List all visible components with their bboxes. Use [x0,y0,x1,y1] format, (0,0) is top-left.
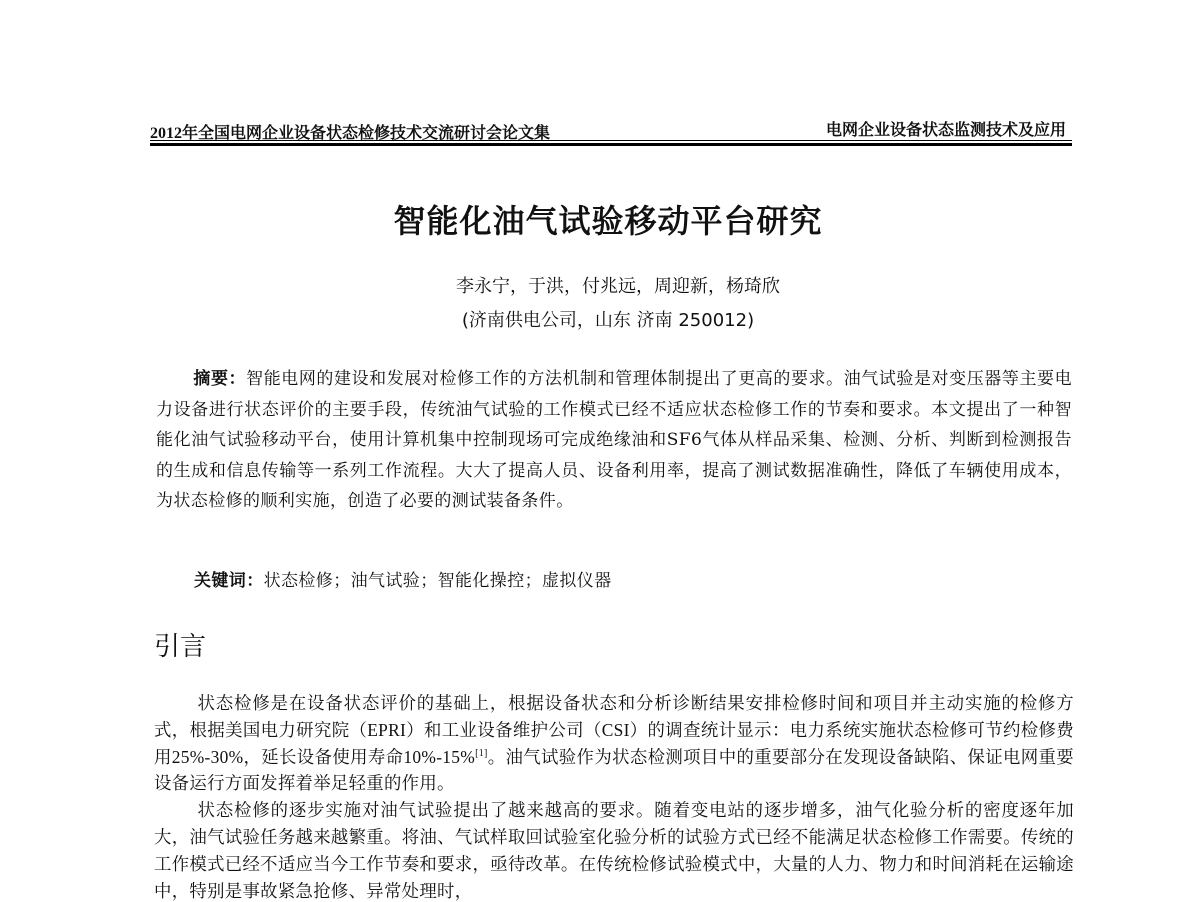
header-section-title: 电网企业设备状态监测技术及应用 [825,122,1066,139]
paper-authors: 李永宁，于洪，付兆远，周迎新，杨琦欣 [456,276,780,297]
body-paragraph-2: 状态检修的逐步实施对油气试验提出了越来越高的要求。随着变电站的逐步增多，油气化验分析的密度逐年加大，油气试验任务越来越繁重。将油、气试样取回试验室化验分析的试验方式已经不能满足状态检修工作需要。传统的工作模式已经不适应当今工作节奏和要求，亟待改革。在传统检修试验模式中，大量的人力、物力和时间消耗在运输途中，特别是事故紧急抢修、异常处理时， [154,800,1074,901]
body-paragraph-1-text: 状态检修是在设备状态评价的基础上，根据设备状态和分析诊断结果安排检修时间和项目并主动实施的检修方式，根据美国电力研究院（EPRI）和工业设备维护公司（CSI）的调查统计显示：电力系统实施状态检修可节约检修费用25%-30%，延长设备使用寿命10%-15% [154,693,1074,767]
paper-title: 智能化油气试验移动平台研究 [393,202,823,240]
keywords-text: 状态检修；油气试验；智能化操控；虚拟仪器 [263,571,612,591]
abstract-label: 摘要： [193,369,247,389]
keywords-line [194,566,1072,591]
paper-affiliation: (济南供电公司，山东 济南 250012) [461,310,755,331]
header-rule-thick [150,143,1072,146]
citation-ref-1[interactable]: [1] [475,747,488,759]
body-paragraph-1-tail: 。油气试验作为状态检测项目中的重要部分在发现设备缺陷、保证电网重要设备运行方面发挥着举足轻重的作用。 [154,746,1074,794]
header-proceedings-title: 2012年全国电网企业设备状态检修技术交流研讨会论文集 [150,125,551,142]
keywords-label: 关键词： [194,571,264,591]
abstract-text: 智能电网的建设和发展对检修工作的方法机制和管理体制提出了更高的要求。油气试验是对变压器等主要电力设备进行状态评价的主要手段，传统油气试验的工作模式已经不适应状态检修工作的节奏和要求。本文提出了一种智能化油气试验移动平台，使用计算机集中控制现场可完成绝缘油和SF6气体从样品采集、检测、分析、判断到检测报告的生成和信息传输等一系列工作流程。大大了提高人员、设备利用率，提高了测试数据准确性，降低了车辆使用成本，为状态检修的顺利实施，创造了必要的测试装备条件。 [156,369,1072,512]
abstract-block [156,364,1072,517]
header-rule-thin [150,140,1072,141]
running-header [150,116,1072,142]
body-paragraph-1 [154,690,1074,797]
body-text [154,690,1074,902]
section-heading-introduction: 引言 [154,632,207,662]
